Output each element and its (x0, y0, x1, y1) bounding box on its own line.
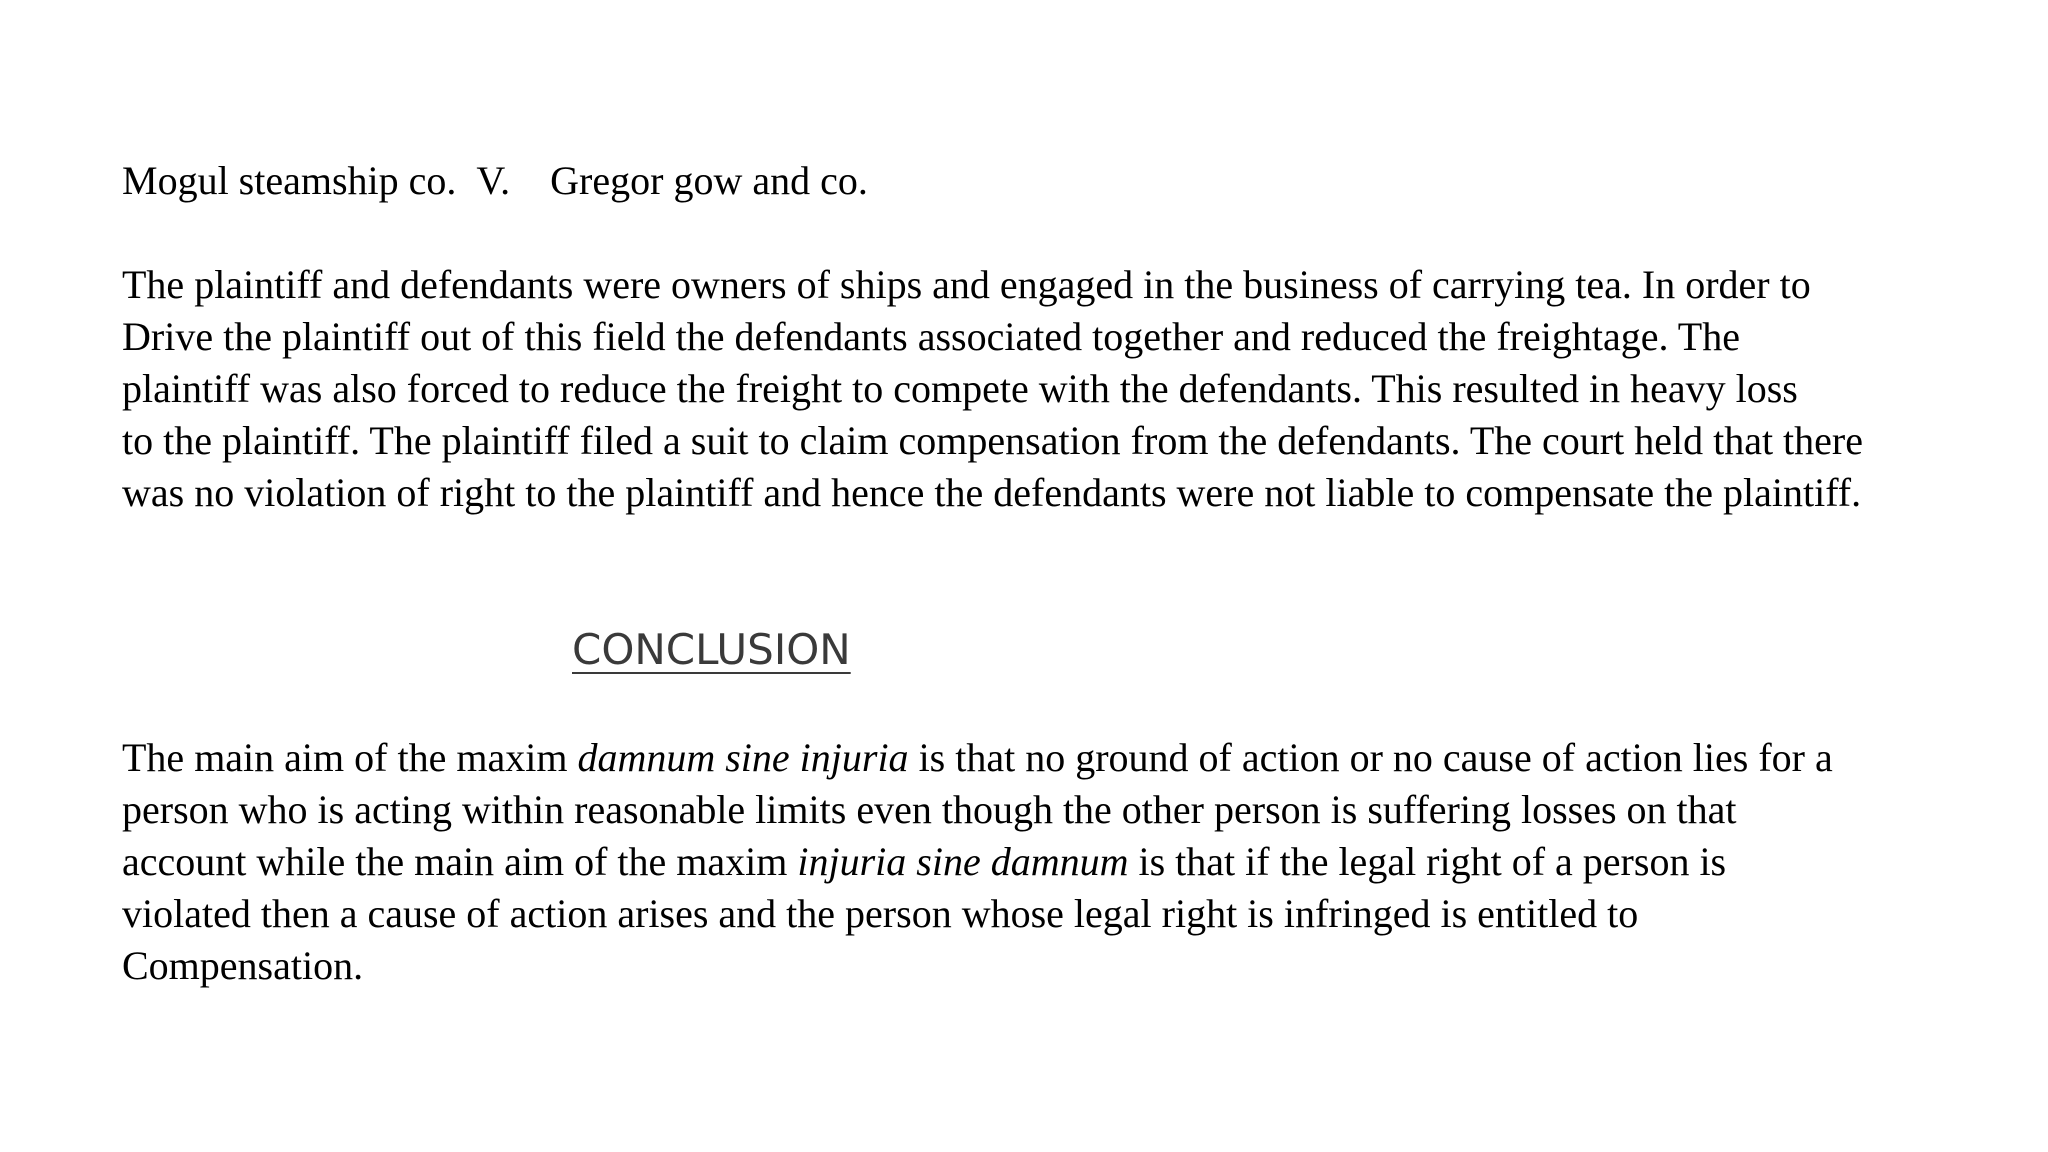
conclusion-line (122, 836, 1833, 888)
case-defendant: Gregor gow and co. (550, 158, 868, 203)
maxim-injuria-sine-damnum: injuria sine damnum (797, 839, 1129, 884)
conclusion-line (122, 732, 1833, 784)
conclusion-line: violated then a cause of action arises and the person whose legal right is infringed is entitled to (122, 891, 1639, 936)
case-versus: V. (476, 158, 511, 203)
case-facts-line: to the plaintiff. The plaintiff filed a suit to claim compensation from the defendants. The court held that there (122, 418, 1863, 463)
conclusion-line-text: is that no ground of action or no cause of action lies for a (908, 735, 1833, 780)
case-facts-line: The plaintiff and defendants were owners of ships and engaged in the business of carrying tea. In order to (122, 262, 1811, 307)
conclusion-paragraph (122, 732, 1833, 992)
case-title (122, 155, 868, 207)
case-plaintiff: Mogul steamship co. (122, 158, 457, 203)
case-facts-line: was no violation of right to the plaintiff and hence the defendants were not liable to compensate the plaintiff. (122, 470, 1862, 515)
conclusion-line-text: account while the main aim of the maxim (122, 839, 798, 884)
conclusion-line-text: is that if the legal right of a person is (1128, 839, 1727, 884)
conclusion-heading: CONCLUSION (572, 625, 851, 674)
maxim-damnum-sine-injuria: damnum sine injuria (577, 735, 909, 780)
case-facts-line: Drive the plaintiff out of this field the defendants associated together and reduced the freightage. The (122, 314, 1740, 359)
case-facts-line: plaintiff was also forced to reduce the freight to compete with the defendants. This resulted in heavy loss (122, 366, 1798, 411)
conclusion-line-text: The main aim of the maxim (122, 735, 578, 780)
case-facts-paragraph (122, 259, 1863, 519)
conclusion-line: person who is acting within reasonable limits even though the other person is suffering losses on that (122, 787, 1737, 832)
conclusion-line: Compensation. (122, 943, 364, 988)
